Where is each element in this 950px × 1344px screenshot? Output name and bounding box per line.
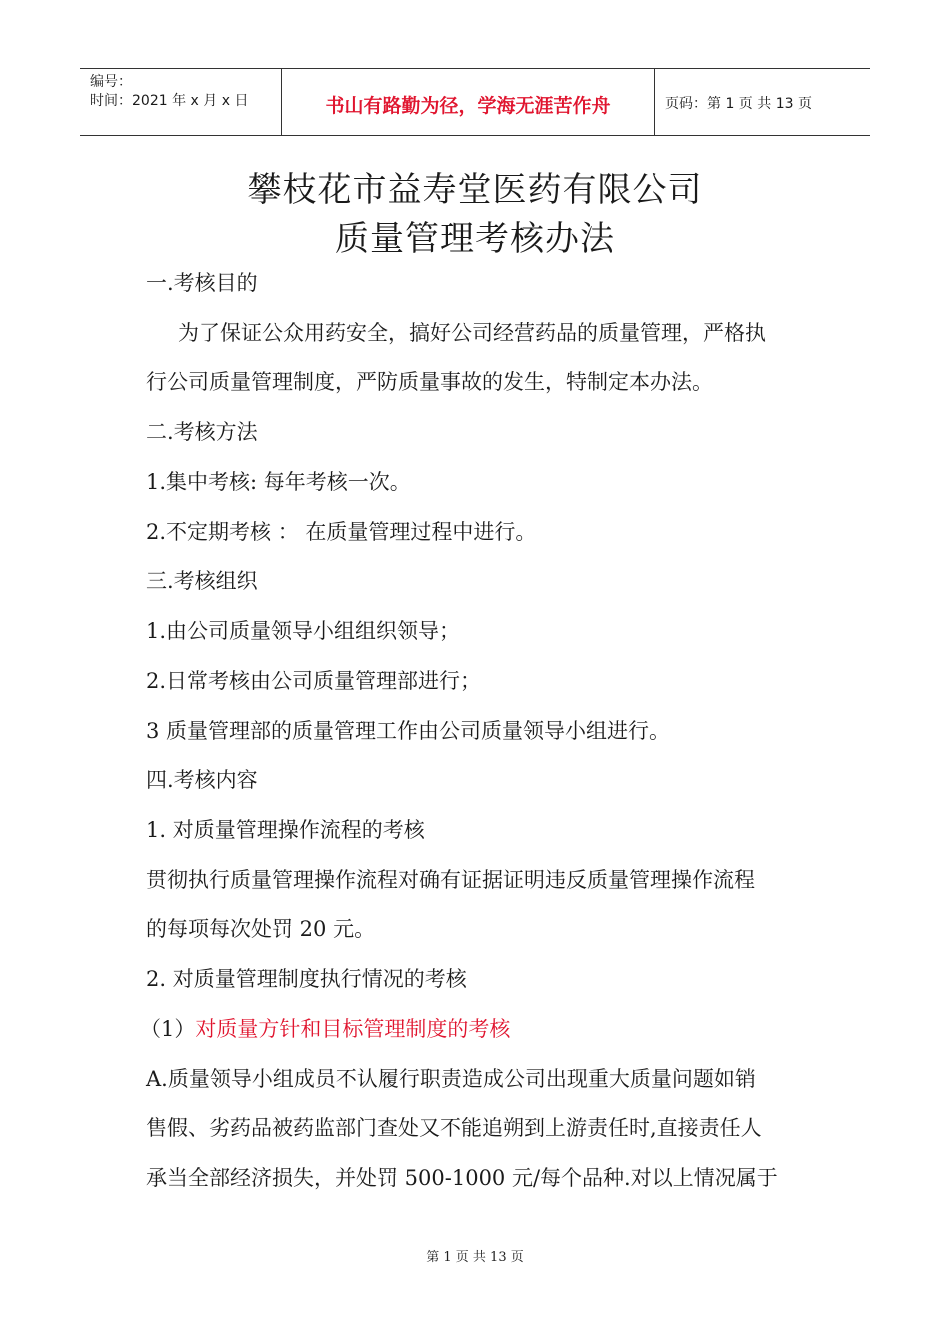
paragraph-line: 1.由公司质量领导小组组织领导； (146, 619, 461, 643)
paragraph-line: A.质量领导小组成员不认履行职责造成公司出现重大质量问题如销 (146, 1067, 756, 1091)
subsection-number: （1） (140, 1017, 196, 1041)
header-page-info: 页码：第 1 页 共 13 页 (665, 96, 812, 112)
paragraph-line: 2.不定期考核 ： 在质量管理过程中进行。 (146, 520, 537, 544)
header-motto: 书山有路勤为径，学海无涯苦作舟 (282, 69, 655, 135)
paragraph-line: 1.集中考核: 每年考核一次。 (146, 470, 411, 494)
time-label: 时间：2021 年 x 月 x 日 (90, 93, 249, 109)
paragraph-line: 为了保证公众用药安全，搞好公司经营药品的质量管理，严格执 (178, 321, 766, 345)
paragraph-line: 2. 对质量管理制度执行情况的考核 (146, 967, 467, 991)
paragraph-line: 2.日常考核由公司质量管理部进行； (146, 669, 482, 693)
paragraph-line: 3 质量管理部的质量管理工作由公司质量领导小组进行。 (146, 719, 671, 743)
page-footer: 第 1 页 共 13 页 (426, 1250, 524, 1265)
paragraph-line: 贯彻执行质量管理操作流程对确有证据证明违反质量管理操作流程 (146, 868, 755, 892)
header-meta (80, 69, 282, 135)
document-title-line1: 攀枝花市益寿堂医药有限公司 (247, 170, 703, 210)
paragraph-line: 行公司质量管理制度，严防质量事故的发生，特制定本办法。 (146, 370, 713, 394)
page-header (80, 68, 870, 136)
section-heading: 三.考核组织 (146, 569, 258, 593)
paragraph-line: 1. 对质量管理操作流程的考核 (146, 818, 425, 842)
number-label: 编号： (90, 74, 132, 90)
document-title-line2: 质量管理考核办法 (335, 219, 615, 259)
section-heading: 一.考核目的 (146, 271, 258, 295)
paragraph-line: 的每项每次处罚 20 元。 (146, 917, 376, 941)
section-heading: 二.考核方法 (146, 420, 258, 444)
section-heading: 四.考核内容 (146, 768, 258, 792)
paragraph-line: 售假、劣药品被药监部门查处又不能追朔到上游责任时,直接责任人 (146, 1116, 762, 1140)
paragraph-line: 承当全部经济损失，并处罚 500-1000 元/每个品种.对以上情况属于 (146, 1166, 778, 1190)
subsection-title: 对质量方针和目标管理制度的考核 (195, 1017, 511, 1041)
subsection-line (140, 1014, 805, 1044)
